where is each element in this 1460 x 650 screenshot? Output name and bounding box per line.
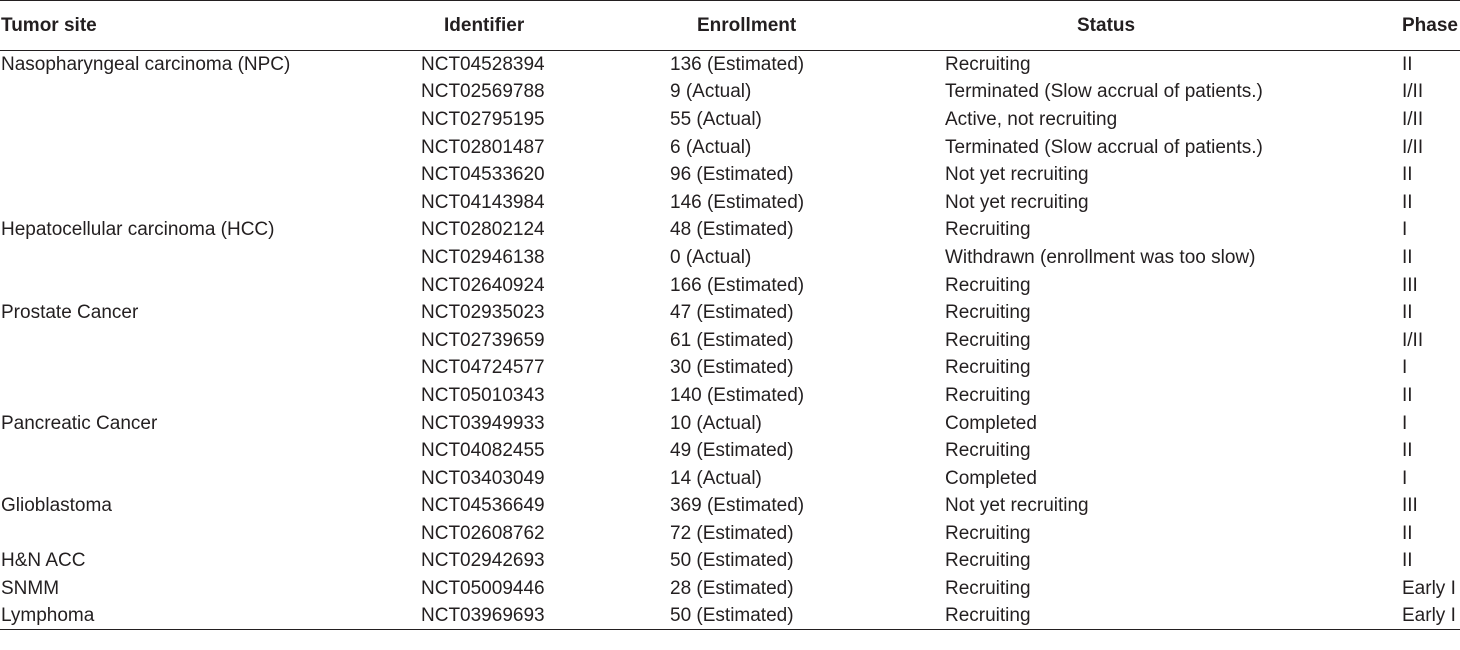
cell-status: Recruiting (945, 329, 1031, 351)
cell-identifier: NCT05009446 (421, 578, 545, 600)
table-row (0, 575, 1460, 603)
cell-phase: Early I (1402, 578, 1456, 600)
cell-tumor-site (0, 271, 420, 299)
cell-tumor-site: Prostate Cancer (1, 302, 139, 324)
cell-tumor-site (0, 78, 420, 106)
cell-enrollment: 72 (Estimated) (670, 522, 794, 544)
cell-tumor-site: Nasopharyngeal carcinoma (NPC) (1, 54, 291, 76)
cell-enrollment: 50 (Estimated) (670, 602, 945, 630)
table-row (0, 161, 1460, 189)
cell-phase: I (1402, 467, 1408, 489)
cell-enrollment: 50 (Estimated) (670, 550, 794, 572)
cell-tumor-site (0, 437, 420, 465)
cell-status: Terminated (Slow accrual of patients.) (945, 136, 1263, 158)
cell-identifier: NCT02640924 (421, 274, 545, 296)
cell-identifier: NCT02942693 (421, 550, 545, 572)
cell-status: Completed (945, 467, 1037, 489)
cell-tumor-site (0, 106, 420, 134)
cell-enrollment: 166 (Estimated) (670, 274, 805, 296)
cell-identifier: NCT02801487 (421, 136, 545, 158)
table-row (0, 188, 1460, 216)
table-row (0, 464, 1460, 492)
cell-status: Recruiting (945, 522, 1031, 544)
cell-tumor-site (0, 326, 420, 354)
table-row (0, 354, 1460, 382)
cell-phase: II (1402, 440, 1413, 462)
header-row (0, 1, 1460, 51)
column-header-phase: Phase (1401, 1, 1460, 51)
cell-phase: II (1402, 191, 1413, 213)
cell-identifier: NCT04533620 (421, 164, 545, 186)
cell-enrollment: 28 (Estimated) (670, 578, 794, 600)
cell-status: Recruiting (945, 302, 1031, 324)
cell-identifier: NCT02569788 (421, 81, 545, 103)
cell-status: Recruiting (945, 550, 1031, 572)
cell-phase: III (1402, 495, 1418, 517)
cell-identifier: NCT03969693 (420, 602, 670, 630)
cell-status: Not yet recruiting (945, 164, 1089, 186)
table-row (0, 437, 1460, 465)
cell-identifier: NCT05010343 (421, 384, 545, 406)
cell-enrollment: 9 (Actual) (670, 81, 752, 103)
cell-phase: II (1402, 246, 1413, 268)
cell-tumor-site: Pancreatic Cancer (1, 412, 158, 434)
cell-identifier: NCT04724577 (421, 357, 545, 379)
table-row (0, 244, 1460, 272)
cell-phase: I (1402, 412, 1408, 434)
cell-phase: II (1402, 384, 1413, 406)
cell-enrollment: 14 (Actual) (670, 467, 762, 489)
cell-identifier: NCT02946138 (421, 246, 545, 268)
table-row (0, 492, 1460, 520)
cell-status: Terminated (Slow accrual of patients.) (945, 81, 1263, 103)
table-row (0, 51, 1460, 79)
cell-tumor-site: Hepatocellular carcinoma (HCC) (1, 219, 275, 241)
cell-enrollment: 49 (Estimated) (670, 440, 794, 462)
table-row (0, 133, 1460, 161)
cell-tumor-site (0, 244, 420, 272)
cell-status: Withdrawn (enrollment was too slow) (945, 246, 1256, 268)
cell-identifier: NCT04536649 (421, 495, 545, 517)
cell-enrollment: 136 (Estimated) (670, 54, 805, 76)
cell-tumor-site: Glioblastoma (1, 495, 112, 517)
cell-phase: I/II (1402, 329, 1424, 351)
cell-tumor-site: SNMM (1, 578, 60, 600)
cell-enrollment: 55 (Actual) (670, 108, 762, 130)
cell-phase: I/II (1402, 81, 1424, 103)
cell-tumor-site (0, 464, 420, 492)
cell-identifier: NCT02739659 (421, 329, 545, 351)
cell-phase: Early I (1401, 602, 1460, 630)
cell-identifier: NCT02935023 (421, 302, 545, 324)
cell-status: Not yet recruiting (945, 495, 1089, 517)
table-row (0, 326, 1460, 354)
cell-status: Recruiting (945, 274, 1031, 296)
cell-tumor-site (0, 161, 420, 189)
cell-enrollment: 47 (Estimated) (670, 302, 794, 324)
cell-enrollment: 10 (Actual) (670, 412, 762, 434)
cell-phase: III (1402, 274, 1418, 296)
table-row (0, 216, 1460, 244)
cell-phase: II (1402, 522, 1413, 544)
cell-phase: I (1402, 219, 1408, 241)
cell-enrollment: 48 (Estimated) (670, 219, 794, 241)
cell-status: Recruiting (945, 578, 1031, 600)
cell-enrollment: 369 (Estimated) (670, 495, 805, 517)
cell-enrollment: 96 (Estimated) (670, 164, 794, 186)
cell-phase: I/II (1402, 108, 1424, 130)
column-header-identifier: Identifier (420, 1, 670, 51)
cell-tumor-site (0, 354, 420, 382)
cell-identifier: NCT03403049 (421, 467, 545, 489)
cell-status: Active, not recruiting (945, 108, 1118, 130)
column-header-enrollment: Enrollment (670, 1, 945, 51)
table-header (0, 1, 1460, 51)
cell-tumor-site: Lymphoma (0, 602, 420, 630)
cell-tumor-site (0, 520, 420, 548)
cell-identifier: NCT02608762 (421, 522, 545, 544)
column-header-status: Status (945, 1, 1401, 51)
cell-tumor-site (0, 382, 420, 410)
table-row (0, 547, 1460, 575)
cell-enrollment: 146 (Estimated) (670, 191, 805, 213)
cell-status: Recruiting (945, 384, 1031, 406)
table-row (0, 106, 1460, 134)
cell-status: Recruiting (945, 440, 1031, 462)
table-body (0, 51, 1460, 630)
cell-identifier: NCT03949933 (421, 412, 545, 434)
cell-status: Recruiting (945, 357, 1031, 379)
table-row (0, 271, 1460, 299)
cell-status: Recruiting (945, 219, 1031, 241)
cell-enrollment: 61 (Estimated) (670, 329, 794, 351)
table-row (0, 382, 1460, 410)
cell-phase: II (1402, 54, 1413, 76)
cell-phase: I (1402, 357, 1408, 379)
cell-tumor-site (0, 133, 420, 161)
cell-phase: I/II (1402, 136, 1424, 158)
cell-identifier: NCT04143984 (421, 191, 545, 213)
cell-tumor-site (0, 188, 420, 216)
cell-enrollment: 140 (Estimated) (670, 384, 805, 406)
cell-identifier: NCT04082455 (421, 440, 545, 462)
table-row (0, 520, 1460, 548)
cell-status: Not yet recruiting (945, 191, 1089, 213)
cell-status: Recruiting (945, 54, 1031, 76)
cell-enrollment: 30 (Estimated) (670, 357, 794, 379)
cell-identifier: NCT02795195 (421, 108, 545, 130)
table-row (0, 409, 1460, 437)
table-row (0, 78, 1460, 106)
table-row (0, 299, 1460, 327)
cell-status: Completed (945, 412, 1037, 434)
cell-identifier: NCT02802124 (421, 219, 545, 241)
cell-status: Recruiting (945, 602, 1401, 630)
cell-phase: II (1402, 164, 1413, 186)
cell-identifier: NCT04528394 (421, 54, 545, 76)
table-row (0, 602, 1460, 630)
cell-tumor-site: H&N ACC (1, 550, 86, 572)
cell-enrollment: 6 (Actual) (670, 136, 752, 158)
cell-enrollment: 0 (Actual) (670, 246, 752, 268)
column-header-tumor-site: Tumor site (0, 1, 420, 51)
cell-phase: II (1402, 550, 1413, 572)
cell-phase: II (1402, 302, 1413, 324)
